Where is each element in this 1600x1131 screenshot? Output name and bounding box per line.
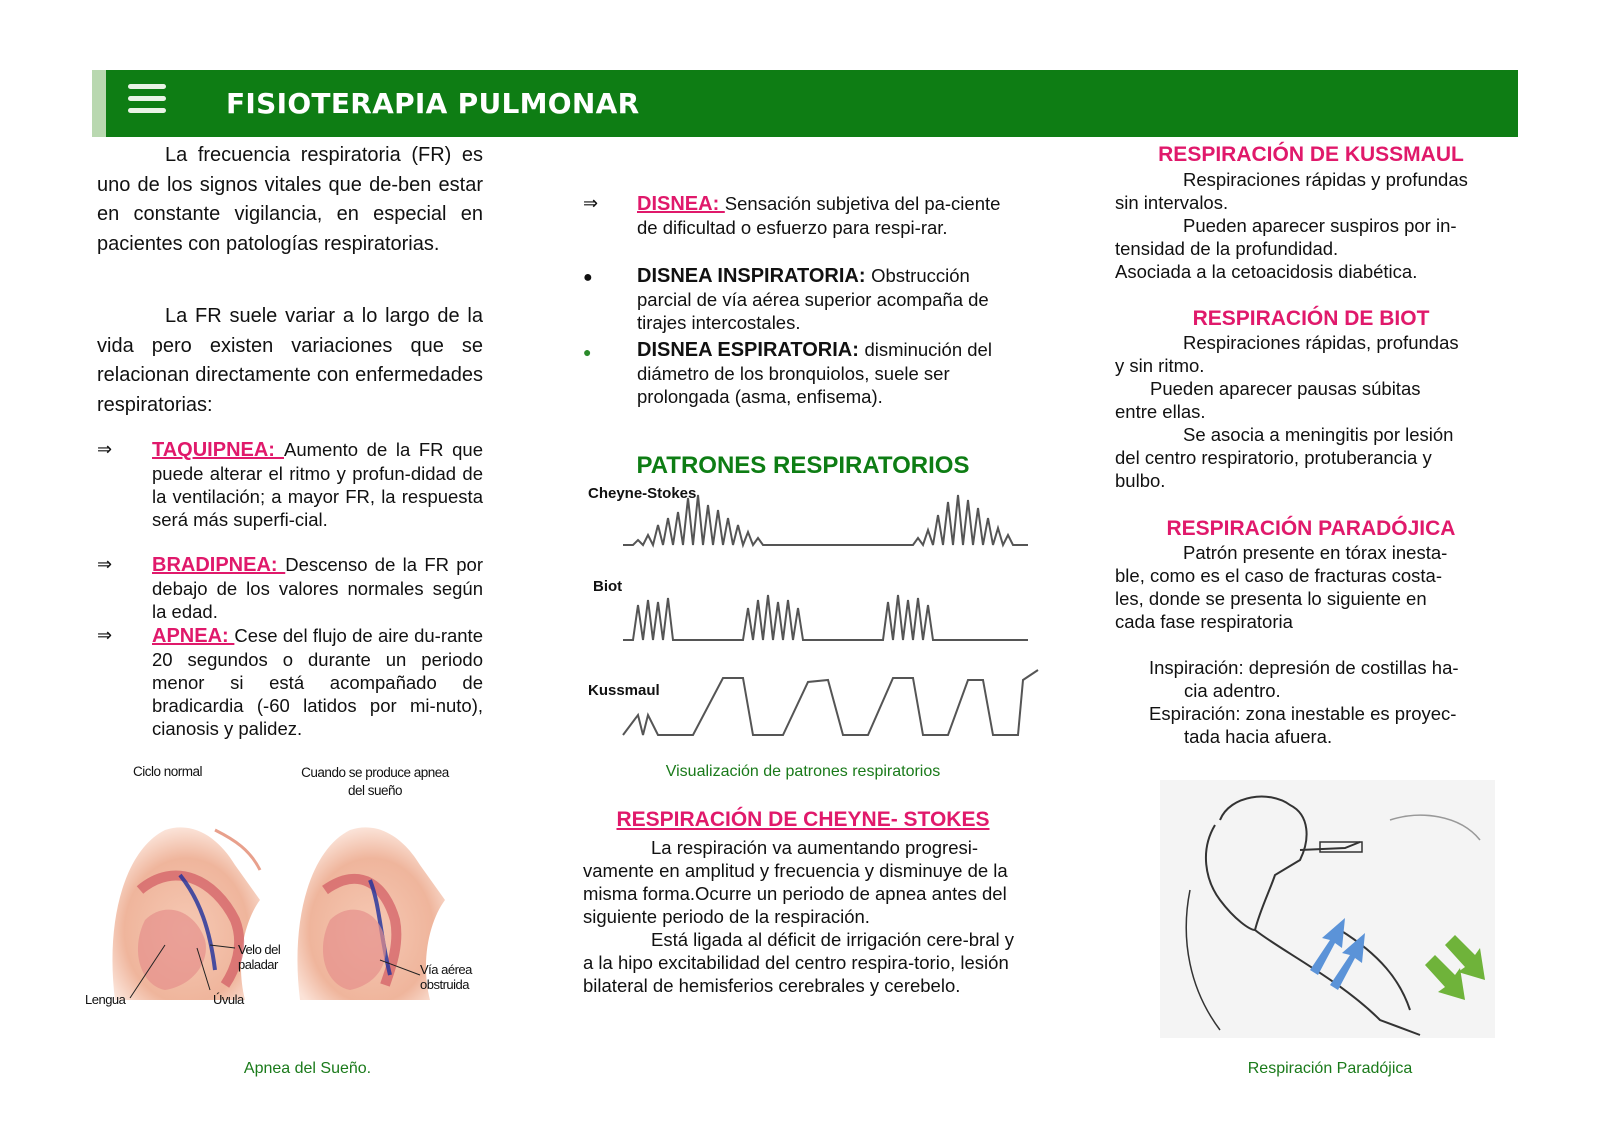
intro-paragraph-2: La FR suele variar a lo largo de la vida pero existen variaciones que se relacionan directamente con enfermedades respiratorias: — [97, 305, 483, 416]
label-apnea: Cuando se produce apnea del sueño — [301, 765, 449, 798]
label-ciclo-normal: Ciclo normal — [133, 764, 203, 779]
wave-cheyne-stokes — [623, 495, 1028, 545]
term-apnea: ⇒ APNEA: Cese del flujo de aire du-rante 20 segundos o durante un periodo menor si está acompañado de bradicardia (-60 latidos por mi-nuto), cianosis y palidez. — [97, 625, 483, 739]
label-lengua: Lengua — [85, 992, 126, 1007]
label-kussmaul: Kussmaul — [588, 682, 660, 699]
bullet-icon: ● — [583, 269, 593, 286]
paradoxical-breathing-figure — [1160, 780, 1495, 1038]
wave-kussmaul — [623, 670, 1038, 735]
term-disnea-espiratoria: ● DISNEA ESPIRATORIA: disminución del diámetro de los bronquiolos, suele ser prolongada (asma, enfisema). — [583, 339, 992, 407]
label-biot: Biot — [593, 578, 623, 595]
kussmaul-text: Respiraciones rápidas y profundas sin intervalos. Pueden aparecer suspiros por in- tensidad de la profundidad. Asociada a la cetoacidosis diabética. — [1115, 169, 1468, 282]
header-stripe — [92, 70, 106, 137]
patterns-title: PATRONES RESPIRATORIOS — [636, 452, 970, 479]
arrow-icon: ⇒ — [97, 625, 113, 645]
term-disnea: ⇒ DISNEA: Sensación subjetiva del pa-ciente de dificultad o esfuerzo para respi-rar. — [583, 193, 1001, 238]
label-via-aerea: Vía aérea obstruida — [420, 962, 472, 992]
breathing-patterns-figure — [583, 485, 1058, 755]
wave-biot — [623, 595, 1028, 640]
intro-paragraph-1: La frecuencia respiratoria (FR) es uno de los signos vitales que de-ben estar en constante vigilancia, en especial en pacientes con patologías respiratorias. — [97, 144, 483, 255]
arrow-icon: ⇒ — [97, 554, 113, 574]
caption-patterns: Visualización de patrones respiratorios — [665, 763, 941, 780]
arrow-icon: ⇒ — [97, 439, 113, 459]
cheyne-stokes-text: La respiración va aumentando progresi-vamente en amplitud y frecuencia y disminuye de la misma forma.Ocurre un periodo de apnea antes del siguiente periodo de la respiración. Está ligada al déficit de irrigación cere-bral y a la hipo excitabilidad del centro respira-torio, lesión bilateral de hemisferios cerebrales y cerebelo. — [583, 837, 1014, 996]
paradojica-title: RESPIRACIÓN PARADÓJICA — [1166, 517, 1456, 540]
term-disnea-inspiratoria: ● DISNEA INSPIRATORIA: Obstrucción parcial de vía aérea superior acompaña de tirajes intercostales. — [583, 265, 989, 333]
label-uvula: Úvula — [213, 992, 244, 1007]
menu-icon[interactable] — [128, 84, 166, 118]
sleep-apnea-figure — [85, 764, 495, 1040]
bullet-icon: ● — [583, 344, 592, 360]
label-velo-paladar: Velo del paladar — [238, 942, 281, 972]
term-taquipnea: ⇒ TAQUIPNEA: Aumento de la FR que puede alterar el ritmo y profun-didad de la ventilación; a mayor FR, la respuesta será más superfi-cial. — [97, 439, 484, 530]
header-bar — [92, 70, 1518, 137]
biot-text: Respiraciones rápidas, profundas y sin ritmo. Pueden aparecer pausas súbitas entre ellas. Se asocia a meningitis por lesión del centro respiratorio, protuberancia y bulbo. — [1115, 332, 1459, 491]
kussmaul-title: RESPIRACIÓN DE KUSSMAUL — [1158, 143, 1464, 166]
caption-apnea: Apnea del Sueño. — [243, 1060, 372, 1077]
cheyne-stokes-title: RESPIRACIÓN DE CHEYNE- STOKES — [616, 808, 990, 831]
arrow-icon: ⇒ — [583, 193, 599, 213]
caption-paradojica: Respiración Paradójica — [1247, 1060, 1413, 1077]
biot-title: RESPIRACIÓN DE BIOT — [1192, 307, 1430, 330]
paradojica-phases: Inspiración: depresión de costillas ha- cia adentro. Espiración: zona inestable es proyec- tada hacia afuera. — [1149, 657, 1459, 747]
label-cheyne-stokes: Cheyne-Stokes — [588, 485, 697, 502]
term-bradipnea: ⇒ BRADIPNEA: Descenso de la FR por debajo de los valores normales según la edad. — [97, 554, 483, 622]
paradojica-text: Patrón presente en tórax inesta- ble, como es el caso de fracturas costa- les, donde se presenta lo siguiente en cada fase respiratoria — [1115, 542, 1448, 632]
page-title: FISIOTERAPIA PULMONAR — [226, 87, 640, 120]
